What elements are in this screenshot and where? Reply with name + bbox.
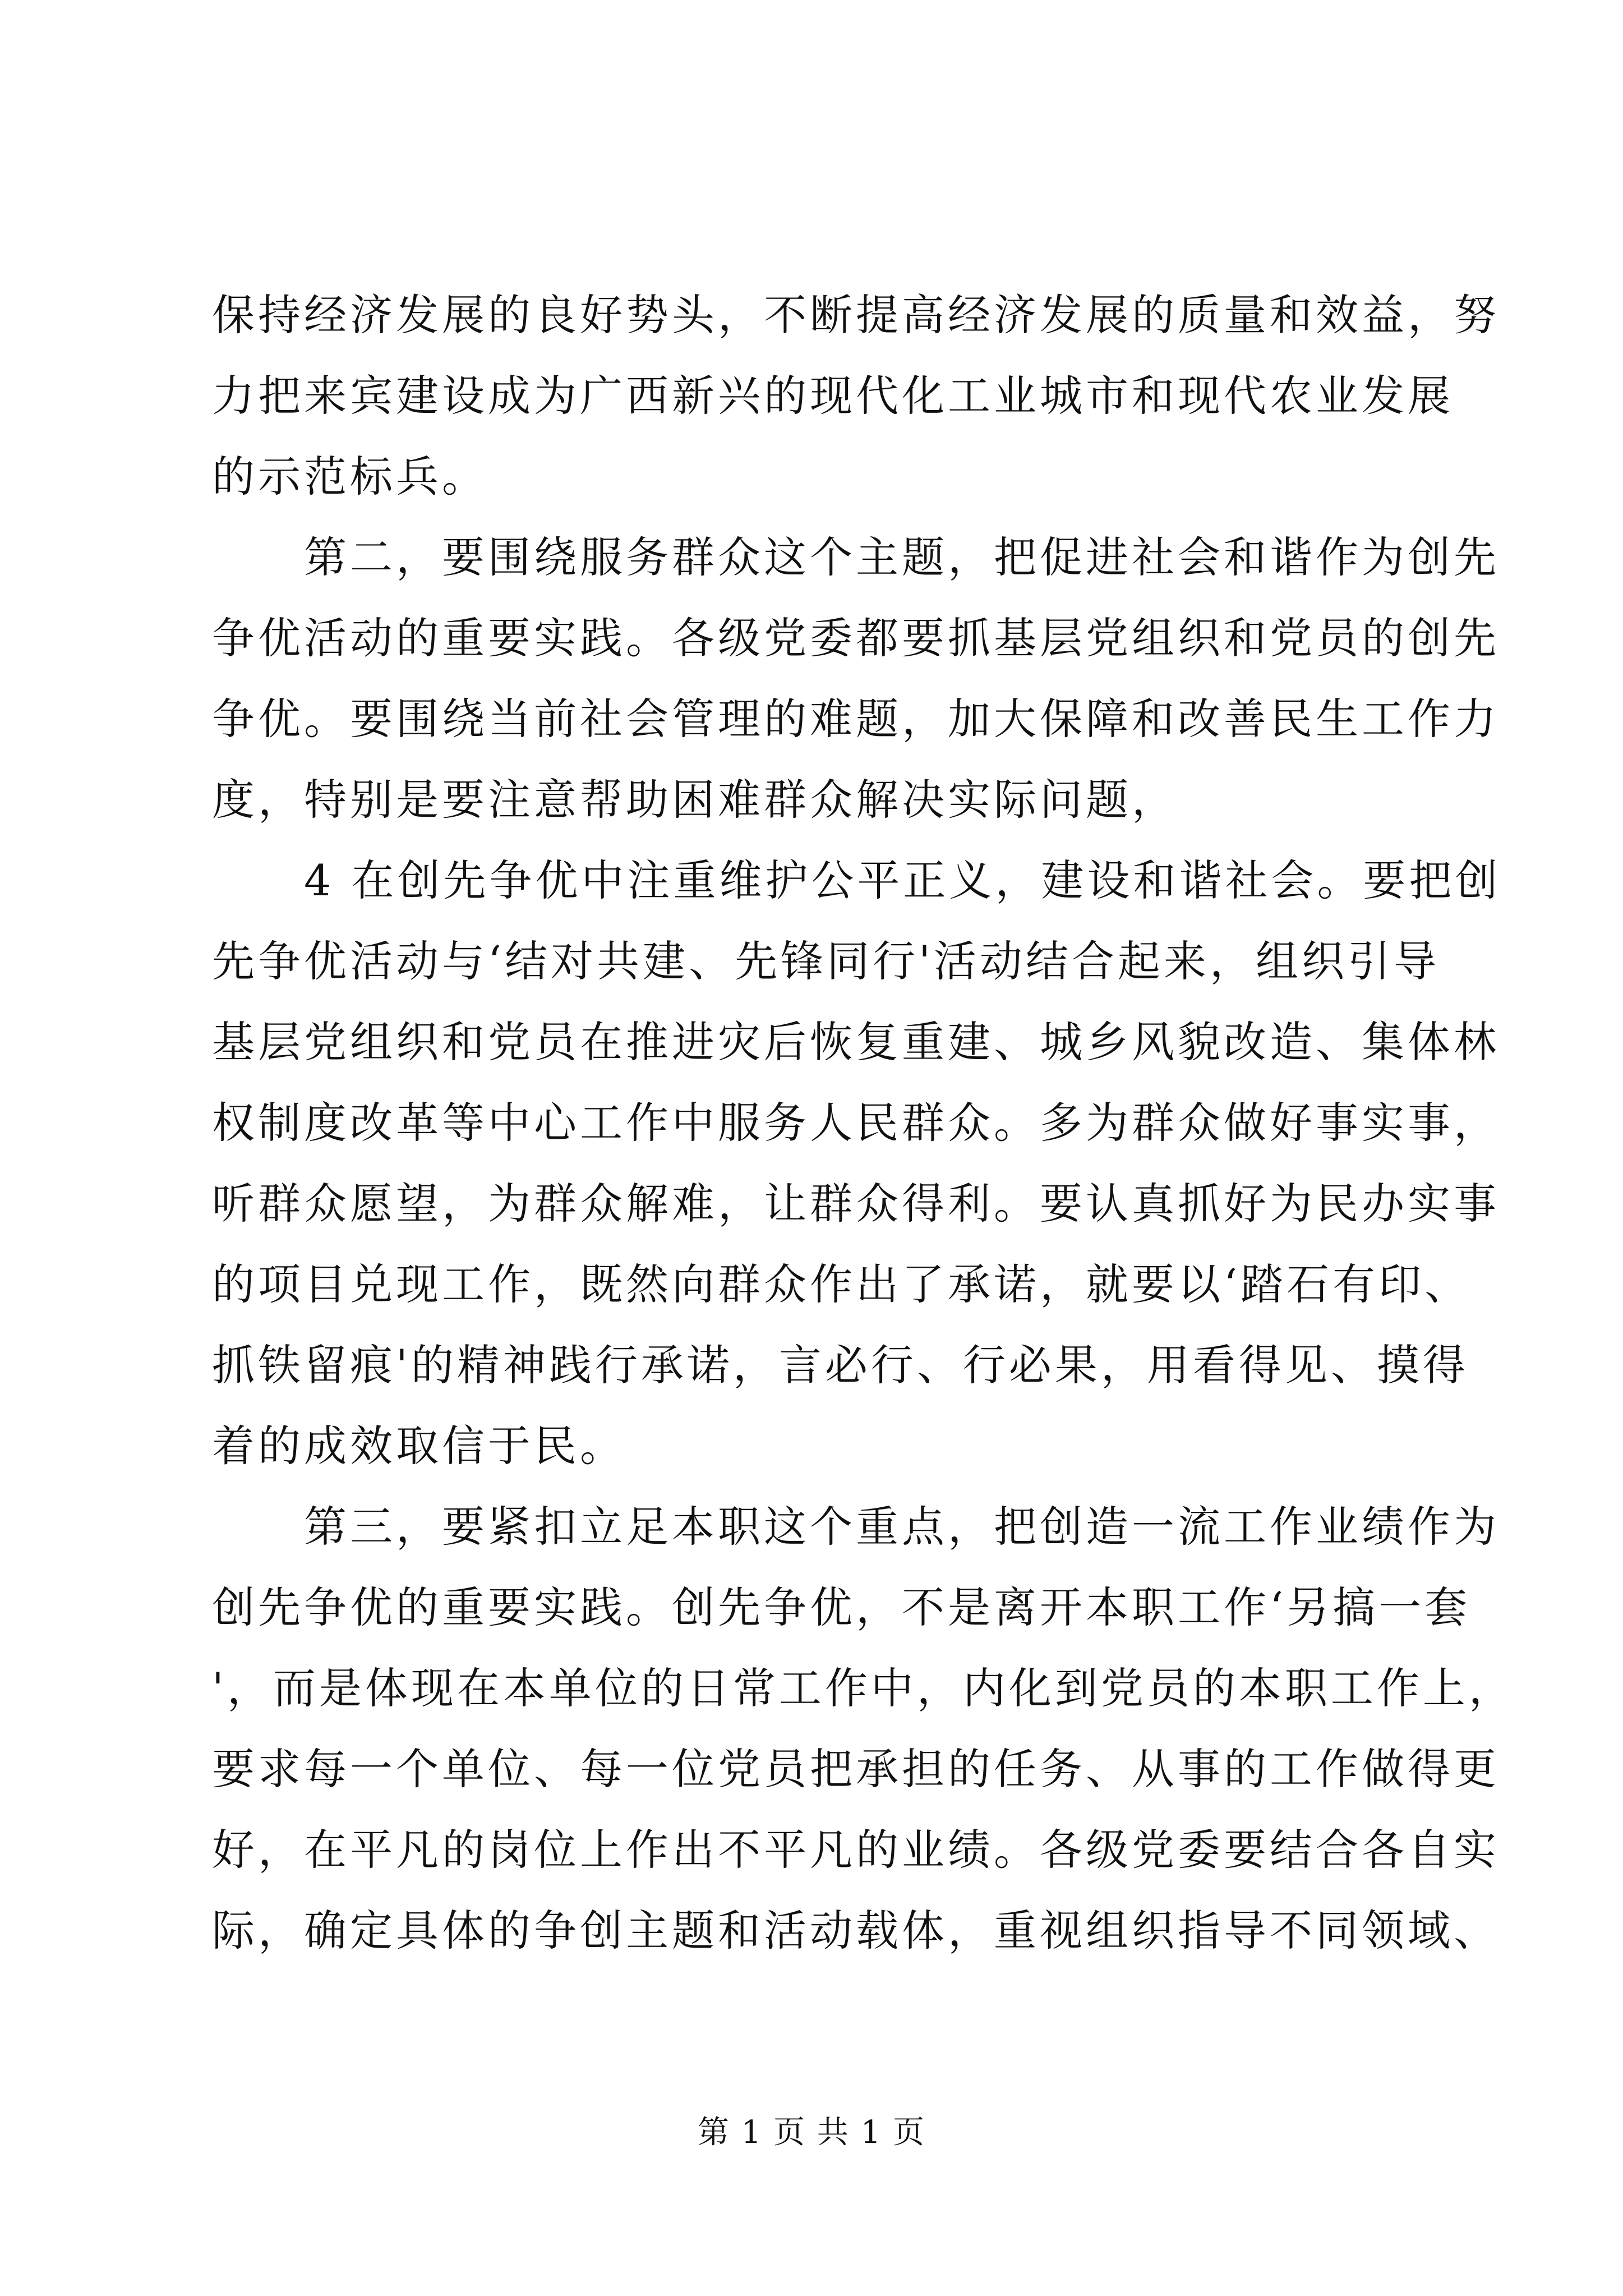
text-line: 争优活动的重要实践。各级党委都要抓基层党组织和党员的创先 — [212, 613, 1500, 663]
text-line: 力把来宾建设成为广西新兴的现代化工业城市和现代农业发展 — [212, 371, 1454, 421]
text-line: 的示范标兵。 — [212, 452, 488, 501]
text-line: 4 在创先争优中注重维护公平正义，建设和谐社会。要把创 — [304, 855, 1501, 905]
text-line: 要求每一个单位、每一位党员把承担的任务、从事的工作做得更 — [212, 1744, 1500, 1794]
text-line: 度，特别是要注意帮助困难群众解决实际问题， — [212, 775, 1178, 825]
text-line: 基层党组织和党员在推进灾后恢复重建、城乡风貌改造、集体林 — [212, 1017, 1500, 1067]
document-body — [212, 275, 1515, 1971]
text-line: 听群众愿望，为群众解难，让群众得利。要认真抓好为民办实事 — [212, 1179, 1500, 1228]
text-line: 抓铁留痕'的精神践行承诺，言必行、行必果，用看得见、摸得 — [212, 1340, 1469, 1390]
text-line: 好，在平凡的岗位上作出不平凡的业绩。各级党委要结合各自实 — [212, 1825, 1500, 1875]
page-footer: 第 1 页 共 1 页 — [697, 2114, 926, 2151]
text-line: 第二，要围绕服务群众这个主题，把促进社会和谐作为创先 — [304, 532, 1500, 582]
text-line: 际，确定具体的争创主题和活动载体，重视组织指导不同领域、 — [212, 1906, 1500, 1955]
text-line: 的项目兑现工作，既然向群众作出了承诺，就要以‘踏石有印、 — [212, 1259, 1471, 1309]
text-line: 第三，要紧扣立足本职这个重点，把创造一流工作业绩作为 — [304, 1502, 1500, 1552]
text-line: 权制度改革等中心工作中服务人民群众。多为群众做好事实事， — [212, 1098, 1500, 1148]
text-line: 保持经济发展的良好势头，不断提高经济发展的质量和效益，努 — [212, 290, 1500, 340]
text-line: 创先争优的重要实践。创先争优，不是离开本职工作‘另搞一套 — [212, 1582, 1471, 1632]
text-line: 着的成效取信于民。 — [212, 1421, 626, 1471]
text-line: 争优。要围绕当前社会管理的难题，加大保障和改善民生工作力 — [212, 694, 1500, 744]
text-line: '，而是体现在本单位的日常工作中，内化到党员的本职工作上， — [212, 1663, 1515, 1713]
text-line: 先争优活动与‘结对共建、先锋同行'活动结合起来，组织引导 — [212, 936, 1440, 986]
